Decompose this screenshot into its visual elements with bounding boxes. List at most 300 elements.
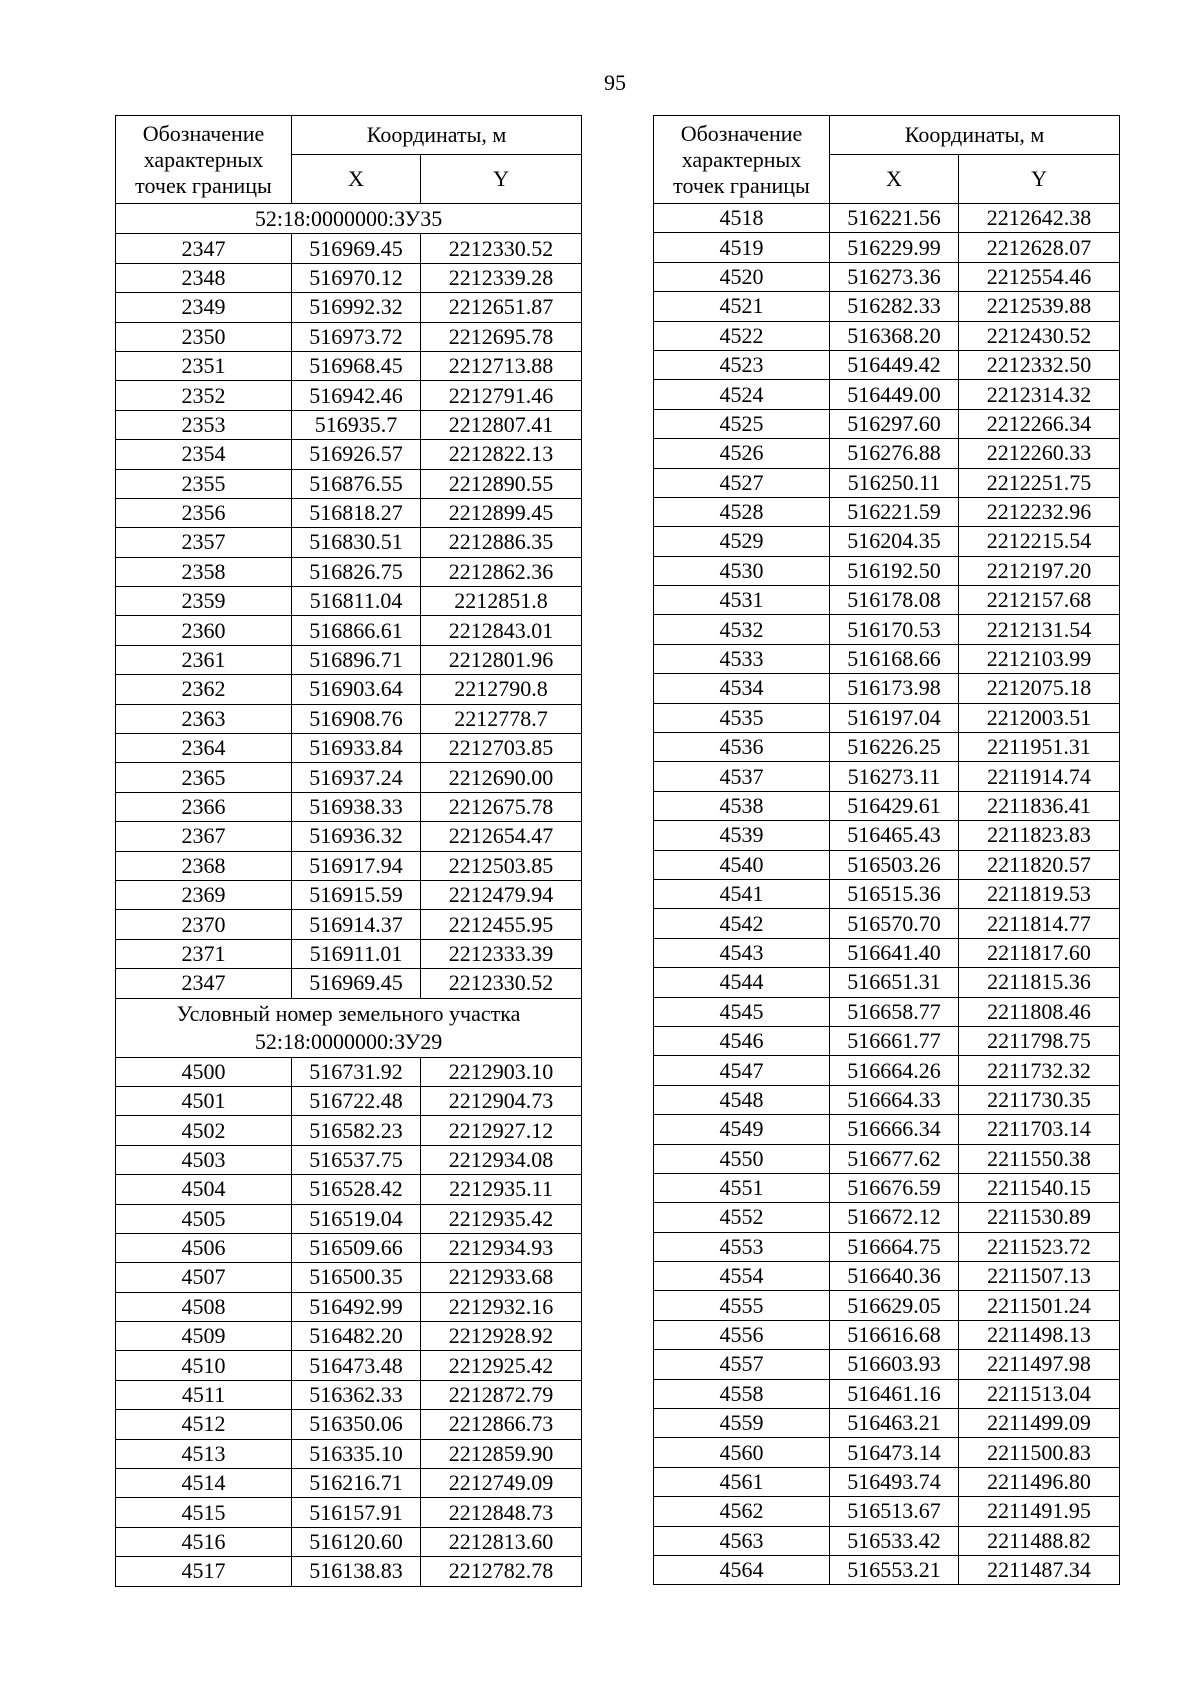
x-coordinate-cell: 516273.36 bbox=[830, 262, 959, 291]
y-coordinate-cell: 2211491.95 bbox=[959, 1497, 1120, 1526]
table-row bbox=[654, 409, 1120, 438]
y-coordinate-cell: 2211836.41 bbox=[959, 791, 1120, 820]
x-coordinate-cell: 516641.40 bbox=[830, 938, 959, 967]
y-coordinate-cell: 2212886.35 bbox=[421, 528, 582, 557]
table-row bbox=[116, 763, 582, 792]
x-coordinate-cell: 516911.01 bbox=[292, 939, 421, 968]
table-row bbox=[116, 1292, 582, 1321]
coordinates-header: Координаты, м bbox=[830, 116, 1120, 155]
point-id-cell: 4552 bbox=[654, 1203, 830, 1232]
table-row bbox=[116, 587, 582, 616]
point-id-cell: 4529 bbox=[654, 527, 830, 556]
x-coordinate-cell: 516528.42 bbox=[292, 1175, 421, 1204]
point-id-cell: 4509 bbox=[116, 1322, 292, 1351]
y-coordinate-cell: 2212703.85 bbox=[421, 734, 582, 763]
table-row bbox=[654, 1173, 1120, 1202]
x-coordinate-cell: 516157.91 bbox=[292, 1498, 421, 1527]
x-coordinate-cell: 516992.32 bbox=[292, 293, 421, 322]
y-coordinate-cell: 2211823.83 bbox=[959, 821, 1120, 850]
point-id-cell: 4541 bbox=[654, 879, 830, 908]
point-id-cell: 4523 bbox=[654, 350, 830, 379]
x-coordinate-cell: 516449.42 bbox=[830, 350, 959, 379]
y-coordinate-cell: 2212862.36 bbox=[421, 557, 582, 586]
y-coordinate-cell: 2212749.09 bbox=[421, 1469, 582, 1498]
y-coordinate-cell: 2212539.88 bbox=[959, 292, 1120, 321]
y-coordinate-cell: 2212075.18 bbox=[959, 674, 1120, 703]
table-row bbox=[654, 204, 1120, 233]
point-id-cell: 4510 bbox=[116, 1351, 292, 1380]
point-id-cell: 4525 bbox=[654, 409, 830, 438]
x-coordinate-cell: 516722.48 bbox=[292, 1086, 421, 1115]
point-id-cell: 2363 bbox=[116, 704, 292, 733]
point-id-cell: 2369 bbox=[116, 880, 292, 909]
y-coordinate-cell: 2212934.93 bbox=[421, 1233, 582, 1262]
x-coordinate-cell: 516429.61 bbox=[830, 791, 959, 820]
table-row bbox=[654, 1232, 1120, 1261]
x-coordinate-cell: 516908.76 bbox=[292, 704, 421, 733]
x-coordinate-cell: 516519.04 bbox=[292, 1204, 421, 1233]
x-coordinate-cell: 516221.59 bbox=[830, 497, 959, 526]
y-coordinate-cell: 2212251.75 bbox=[959, 468, 1120, 497]
x-coordinate-cell: 516513.67 bbox=[830, 1497, 959, 1526]
y-coordinate-cell: 2211814.77 bbox=[959, 909, 1120, 938]
point-id-cell: 4560 bbox=[654, 1438, 830, 1467]
x-coordinate-cell: 516461.16 bbox=[830, 1379, 959, 1408]
x-coordinate-cell: 516896.71 bbox=[292, 645, 421, 674]
y-coordinate-cell: 2211819.53 bbox=[959, 879, 1120, 908]
section-header-row bbox=[116, 204, 582, 234]
point-id-cell: 2347 bbox=[116, 234, 292, 263]
table-row bbox=[654, 1026, 1120, 1055]
table-row bbox=[654, 1467, 1120, 1496]
point-id-cell: 4551 bbox=[654, 1173, 830, 1202]
point-id-cell: 2362 bbox=[116, 675, 292, 704]
x-coordinate-cell: 516677.62 bbox=[830, 1144, 959, 1173]
table-row bbox=[116, 1557, 582, 1586]
table-row bbox=[116, 528, 582, 557]
table-row bbox=[116, 1498, 582, 1527]
y-coordinate-cell: 2211498.13 bbox=[959, 1320, 1120, 1349]
y-coordinate-cell: 2211507.13 bbox=[959, 1262, 1120, 1291]
table-row bbox=[654, 556, 1120, 585]
table-row bbox=[654, 909, 1120, 938]
y-coordinate-cell: 2212003.51 bbox=[959, 703, 1120, 732]
table-row bbox=[116, 1322, 582, 1351]
y-coordinate-cell: 2211497.98 bbox=[959, 1350, 1120, 1379]
x-coordinate-cell: 516936.32 bbox=[292, 822, 421, 851]
point-id-cell: 2352 bbox=[116, 381, 292, 410]
x-coordinate-cell: 516216.71 bbox=[292, 1469, 421, 1498]
point-id-cell: 4556 bbox=[654, 1320, 830, 1349]
point-id-cell: 4545 bbox=[654, 997, 830, 1026]
y-coordinate-cell: 2211530.89 bbox=[959, 1203, 1120, 1232]
y-coordinate-cell: 2211914.74 bbox=[959, 762, 1120, 791]
y-coordinate-cell: 2212330.52 bbox=[421, 234, 582, 263]
y-header: Y bbox=[959, 155, 1120, 204]
y-coordinate-cell: 2211817.60 bbox=[959, 938, 1120, 967]
x-header: X bbox=[292, 155, 421, 204]
y-coordinate-cell: 2212333.39 bbox=[421, 939, 582, 968]
x-coordinate-cell: 516350.06 bbox=[292, 1410, 421, 1439]
x-coordinate-cell: 516826.75 bbox=[292, 557, 421, 586]
point-id-cell: 4518 bbox=[654, 204, 830, 233]
x-coordinate-cell: 516533.42 bbox=[830, 1526, 959, 1555]
x-coordinate-cell: 516500.35 bbox=[292, 1263, 421, 1292]
point-id-cell: 4505 bbox=[116, 1204, 292, 1233]
y-coordinate-cell: 2212675.78 bbox=[421, 792, 582, 821]
x-coordinate-cell: 516903.64 bbox=[292, 675, 421, 704]
table-row bbox=[116, 880, 582, 909]
y-coordinate-cell: 2211523.72 bbox=[959, 1232, 1120, 1261]
point-id-cell: 2364 bbox=[116, 734, 292, 763]
y-coordinate-cell: 2212899.45 bbox=[421, 498, 582, 527]
table-row bbox=[116, 1527, 582, 1556]
y-coordinate-cell: 2211798.75 bbox=[959, 1026, 1120, 1055]
x-coordinate-cell: 516938.33 bbox=[292, 792, 421, 821]
section-title: 52:18:0000000:ЗУ35 bbox=[116, 204, 582, 234]
point-id-cell: 2348 bbox=[116, 263, 292, 292]
point-id-cell: 2347 bbox=[116, 969, 292, 998]
y-coordinate-cell: 2212933.68 bbox=[421, 1263, 582, 1292]
x-coordinate-cell: 516664.26 bbox=[830, 1056, 959, 1085]
point-id-cell: 2367 bbox=[116, 822, 292, 851]
table-row bbox=[654, 1350, 1120, 1379]
table-row bbox=[116, 1057, 582, 1086]
y-coordinate-cell: 2212801.96 bbox=[421, 645, 582, 674]
x-coordinate-cell: 516942.46 bbox=[292, 381, 421, 410]
point-id-cell: 4506 bbox=[116, 1233, 292, 1262]
table-row bbox=[116, 822, 582, 851]
point-id-cell: 2358 bbox=[116, 557, 292, 586]
table-row bbox=[116, 1204, 582, 1233]
y-coordinate-cell: 2212782.78 bbox=[421, 1557, 582, 1586]
point-id-cell: 4526 bbox=[654, 439, 830, 468]
x-coordinate-cell: 516658.77 bbox=[830, 997, 959, 1026]
x-coordinate-cell: 516178.08 bbox=[830, 586, 959, 615]
table-row bbox=[654, 615, 1120, 644]
x-coordinate-cell: 516250.11 bbox=[830, 468, 959, 497]
point-id-cell: 4528 bbox=[654, 497, 830, 526]
point-id-cell: 4533 bbox=[654, 644, 830, 673]
point-id-cell: 4553 bbox=[654, 1232, 830, 1261]
table-row bbox=[654, 674, 1120, 703]
point-id-cell: 4561 bbox=[654, 1467, 830, 1496]
y-coordinate-cell: 2212215.54 bbox=[959, 527, 1120, 556]
x-coordinate-cell: 516876.55 bbox=[292, 469, 421, 498]
y-coordinate-cell: 2211820.57 bbox=[959, 850, 1120, 879]
point-id-cell: 4507 bbox=[116, 1263, 292, 1292]
y-coordinate-cell: 2212695.78 bbox=[421, 322, 582, 351]
point-id-cell: 2370 bbox=[116, 910, 292, 939]
x-coordinate-cell: 516915.59 bbox=[292, 880, 421, 909]
table-row bbox=[116, 1469, 582, 1498]
table-row bbox=[116, 1263, 582, 1292]
x-coordinate-cell: 516170.53 bbox=[830, 615, 959, 644]
x-coordinate-cell: 516368.20 bbox=[830, 321, 959, 350]
point-id-cell: 4535 bbox=[654, 703, 830, 732]
point-id-cell: 4538 bbox=[654, 791, 830, 820]
y-coordinate-cell: 2212843.01 bbox=[421, 616, 582, 645]
table-row bbox=[654, 644, 1120, 673]
y-coordinate-cell: 2212848.73 bbox=[421, 1498, 582, 1527]
x-coordinate-cell: 516866.61 bbox=[292, 616, 421, 645]
table-row bbox=[654, 350, 1120, 379]
y-coordinate-cell: 2212713.88 bbox=[421, 351, 582, 380]
point-designation-header: Обозначение характерных точек границы bbox=[654, 116, 830, 204]
table-row bbox=[654, 762, 1120, 791]
point-id-cell: 2366 bbox=[116, 792, 292, 821]
x-coordinate-cell: 516676.59 bbox=[830, 1173, 959, 1202]
y-coordinate-cell: 2212455.95 bbox=[421, 910, 582, 939]
coordinates-table-left bbox=[115, 115, 582, 1587]
y-coordinate-cell: 2212851.8 bbox=[421, 587, 582, 616]
y-coordinate-cell: 2211732.32 bbox=[959, 1056, 1120, 1085]
point-id-cell: 2354 bbox=[116, 440, 292, 469]
x-coordinate-cell: 516553.21 bbox=[830, 1555, 959, 1584]
table-row bbox=[116, 616, 582, 645]
point-id-cell: 2359 bbox=[116, 587, 292, 616]
table-row bbox=[116, 293, 582, 322]
table-row bbox=[116, 1145, 582, 1174]
x-coordinate-cell: 516492.99 bbox=[292, 1292, 421, 1321]
table-row bbox=[116, 675, 582, 704]
point-id-cell: 4508 bbox=[116, 1292, 292, 1321]
point-id-cell: 2349 bbox=[116, 293, 292, 322]
y-header: Y bbox=[421, 155, 582, 204]
table-row bbox=[654, 1262, 1120, 1291]
x-coordinate-cell: 516138.83 bbox=[292, 1557, 421, 1586]
point-id-cell: 2360 bbox=[116, 616, 292, 645]
x-coordinate-cell: 516969.45 bbox=[292, 969, 421, 998]
table-row bbox=[116, 322, 582, 351]
x-coordinate-cell: 516509.66 bbox=[292, 1233, 421, 1262]
x-coordinate-cell: 516969.45 bbox=[292, 234, 421, 263]
y-coordinate-cell: 2212903.10 bbox=[421, 1057, 582, 1086]
y-coordinate-cell: 2212260.33 bbox=[959, 439, 1120, 468]
table-row bbox=[654, 703, 1120, 732]
x-coordinate-cell: 516664.75 bbox=[830, 1232, 959, 1261]
table-row bbox=[654, 292, 1120, 321]
point-id-cell: 4512 bbox=[116, 1410, 292, 1439]
x-coordinate-cell: 516120.60 bbox=[292, 1527, 421, 1556]
x-coordinate-cell: 516672.12 bbox=[830, 1203, 959, 1232]
point-id-cell: 2356 bbox=[116, 498, 292, 527]
table-row bbox=[116, 969, 582, 998]
x-header: X bbox=[830, 155, 959, 204]
table-row bbox=[654, 1320, 1120, 1349]
y-coordinate-cell: 2212927.12 bbox=[421, 1116, 582, 1145]
y-coordinate-cell: 2212890.55 bbox=[421, 469, 582, 498]
x-coordinate-cell: 516666.34 bbox=[830, 1115, 959, 1144]
table-row bbox=[654, 1115, 1120, 1144]
y-coordinate-cell: 2212430.52 bbox=[959, 321, 1120, 350]
table-row bbox=[654, 1085, 1120, 1114]
y-coordinate-cell: 2211815.36 bbox=[959, 968, 1120, 997]
table-row bbox=[654, 938, 1120, 967]
table-row bbox=[654, 879, 1120, 908]
y-coordinate-cell: 2212690.00 bbox=[421, 763, 582, 792]
table-row bbox=[654, 1291, 1120, 1320]
x-coordinate-cell: 516616.68 bbox=[830, 1320, 959, 1349]
x-coordinate-cell: 516935.7 bbox=[292, 410, 421, 439]
point-id-cell: 4521 bbox=[654, 292, 830, 321]
y-coordinate-cell: 2212813.60 bbox=[421, 1527, 582, 1556]
y-coordinate-cell: 2212791.46 bbox=[421, 381, 582, 410]
x-coordinate-cell: 516449.00 bbox=[830, 380, 959, 409]
table-row bbox=[116, 1410, 582, 1439]
x-coordinate-cell: 516973.72 bbox=[292, 322, 421, 351]
coordinates-header: Координаты, м bbox=[292, 116, 582, 155]
x-coordinate-cell: 516537.75 bbox=[292, 1145, 421, 1174]
y-coordinate-cell: 2212330.52 bbox=[421, 969, 582, 998]
y-coordinate-cell: 2211808.46 bbox=[959, 997, 1120, 1026]
y-coordinate-cell: 2212131.54 bbox=[959, 615, 1120, 644]
table-row bbox=[116, 734, 582, 763]
x-coordinate-cell: 516914.37 bbox=[292, 910, 421, 939]
point-id-cell: 4559 bbox=[654, 1409, 830, 1438]
y-coordinate-cell: 2211501.24 bbox=[959, 1291, 1120, 1320]
point-id-cell: 2350 bbox=[116, 322, 292, 351]
y-coordinate-cell: 2211730.35 bbox=[959, 1085, 1120, 1114]
y-coordinate-cell: 2212934.08 bbox=[421, 1145, 582, 1174]
y-coordinate-cell: 2211550.38 bbox=[959, 1144, 1120, 1173]
point-id-cell: 4501 bbox=[116, 1086, 292, 1115]
x-coordinate-cell: 516970.12 bbox=[292, 263, 421, 292]
x-coordinate-cell: 516463.21 bbox=[830, 1409, 959, 1438]
point-id-cell: 2371 bbox=[116, 939, 292, 968]
point-id-cell: 4536 bbox=[654, 733, 830, 762]
point-id-cell: 4511 bbox=[116, 1380, 292, 1409]
y-coordinate-cell: 2212925.42 bbox=[421, 1351, 582, 1380]
x-coordinate-cell: 516473.14 bbox=[830, 1438, 959, 1467]
x-coordinate-cell: 516582.23 bbox=[292, 1116, 421, 1145]
table-row bbox=[654, 850, 1120, 879]
point-id-cell: 2357 bbox=[116, 528, 292, 557]
x-coordinate-cell: 516664.33 bbox=[830, 1085, 959, 1114]
point-id-cell: 2353 bbox=[116, 410, 292, 439]
point-id-cell: 4540 bbox=[654, 850, 830, 879]
point-id-cell: 4544 bbox=[654, 968, 830, 997]
table-row bbox=[654, 1056, 1120, 1085]
point-id-cell: 4524 bbox=[654, 380, 830, 409]
point-id-cell: 4500 bbox=[116, 1057, 292, 1086]
table-row bbox=[654, 791, 1120, 820]
coordinates-table-right bbox=[653, 115, 1120, 1585]
x-coordinate-cell: 516603.93 bbox=[830, 1350, 959, 1379]
point-id-cell: 4503 bbox=[116, 1145, 292, 1174]
x-coordinate-cell: 516221.56 bbox=[830, 204, 959, 233]
table-row bbox=[654, 380, 1120, 409]
table-row bbox=[654, 997, 1120, 1026]
table-row bbox=[654, 1438, 1120, 1467]
x-coordinate-cell: 516226.25 bbox=[830, 733, 959, 762]
y-coordinate-cell: 2212332.50 bbox=[959, 350, 1120, 379]
x-coordinate-cell: 516168.66 bbox=[830, 644, 959, 673]
table-row bbox=[116, 1351, 582, 1380]
y-coordinate-cell: 2212157.68 bbox=[959, 586, 1120, 615]
x-coordinate-cell: 516204.35 bbox=[830, 527, 959, 556]
table-row bbox=[654, 439, 1120, 468]
table-row bbox=[654, 1379, 1120, 1408]
x-coordinate-cell: 516933.84 bbox=[292, 734, 421, 763]
point-id-cell: 4527 bbox=[654, 468, 830, 497]
x-coordinate-cell: 516629.05 bbox=[830, 1291, 959, 1320]
point-id-cell: 4519 bbox=[654, 233, 830, 262]
y-coordinate-cell: 2211540.15 bbox=[959, 1173, 1120, 1202]
point-id-cell: 2361 bbox=[116, 645, 292, 674]
point-id-cell: 4520 bbox=[654, 262, 830, 291]
y-coordinate-cell: 2212266.34 bbox=[959, 409, 1120, 438]
table-row bbox=[654, 586, 1120, 615]
table-row bbox=[654, 1497, 1120, 1526]
y-coordinate-cell: 2212642.38 bbox=[959, 204, 1120, 233]
table-row bbox=[116, 792, 582, 821]
point-id-cell: 4557 bbox=[654, 1350, 830, 1379]
table-row bbox=[116, 1116, 582, 1145]
table-row bbox=[654, 733, 1120, 762]
point-id-cell: 4539 bbox=[654, 821, 830, 850]
point-id-cell: 4564 bbox=[654, 1555, 830, 1584]
y-coordinate-cell: 2211513.04 bbox=[959, 1379, 1120, 1408]
y-coordinate-cell: 2212778.7 bbox=[421, 704, 582, 733]
x-coordinate-cell: 516493.74 bbox=[830, 1467, 959, 1496]
point-id-cell: 4546 bbox=[654, 1026, 830, 1055]
y-coordinate-cell: 2212928.92 bbox=[421, 1322, 582, 1351]
table-row bbox=[654, 233, 1120, 262]
point-id-cell: 2355 bbox=[116, 469, 292, 498]
section-header-row bbox=[116, 998, 582, 1057]
point-id-cell: 4531 bbox=[654, 586, 830, 615]
point-id-cell: 4547 bbox=[654, 1056, 830, 1085]
x-coordinate-cell: 516570.70 bbox=[830, 909, 959, 938]
point-id-cell: 4522 bbox=[654, 321, 830, 350]
x-coordinate-cell: 516661.77 bbox=[830, 1026, 959, 1055]
table-row bbox=[116, 557, 582, 586]
y-coordinate-cell: 2211496.80 bbox=[959, 1467, 1120, 1496]
point-id-cell: 4515 bbox=[116, 1498, 292, 1527]
page-number: 95 bbox=[604, 70, 626, 95]
point-id-cell: 4558 bbox=[654, 1379, 830, 1408]
x-coordinate-cell: 516651.31 bbox=[830, 968, 959, 997]
y-coordinate-cell: 2212859.90 bbox=[421, 1439, 582, 1468]
table-row bbox=[654, 968, 1120, 997]
table-row bbox=[116, 1439, 582, 1468]
x-coordinate-cell: 516192.50 bbox=[830, 556, 959, 585]
y-coordinate-cell: 2212654.47 bbox=[421, 822, 582, 851]
y-coordinate-cell: 2212935.11 bbox=[421, 1175, 582, 1204]
point-id-cell: 4562 bbox=[654, 1497, 830, 1526]
table-row bbox=[654, 468, 1120, 497]
point-designation-header: Обозначение характерных точек границы bbox=[116, 116, 292, 204]
y-coordinate-cell: 2211951.31 bbox=[959, 733, 1120, 762]
x-coordinate-cell: 516273.11 bbox=[830, 762, 959, 791]
x-coordinate-cell: 516503.26 bbox=[830, 850, 959, 879]
y-coordinate-cell: 2211703.14 bbox=[959, 1115, 1120, 1144]
x-coordinate-cell: 516276.88 bbox=[830, 439, 959, 468]
x-coordinate-cell: 516282.33 bbox=[830, 292, 959, 321]
y-coordinate-cell: 2212822.13 bbox=[421, 440, 582, 469]
point-id-cell: 4555 bbox=[654, 1291, 830, 1320]
y-coordinate-cell: 2212807.41 bbox=[421, 410, 582, 439]
point-id-cell: 4504 bbox=[116, 1175, 292, 1204]
table-row bbox=[654, 1555, 1120, 1584]
table-row bbox=[116, 910, 582, 939]
y-coordinate-cell: 2211500.83 bbox=[959, 1438, 1120, 1467]
point-id-cell: 4513 bbox=[116, 1439, 292, 1468]
y-coordinate-cell: 2212932.16 bbox=[421, 1292, 582, 1321]
y-coordinate-cell: 2212314.32 bbox=[959, 380, 1120, 409]
y-coordinate-cell: 2212872.79 bbox=[421, 1380, 582, 1409]
